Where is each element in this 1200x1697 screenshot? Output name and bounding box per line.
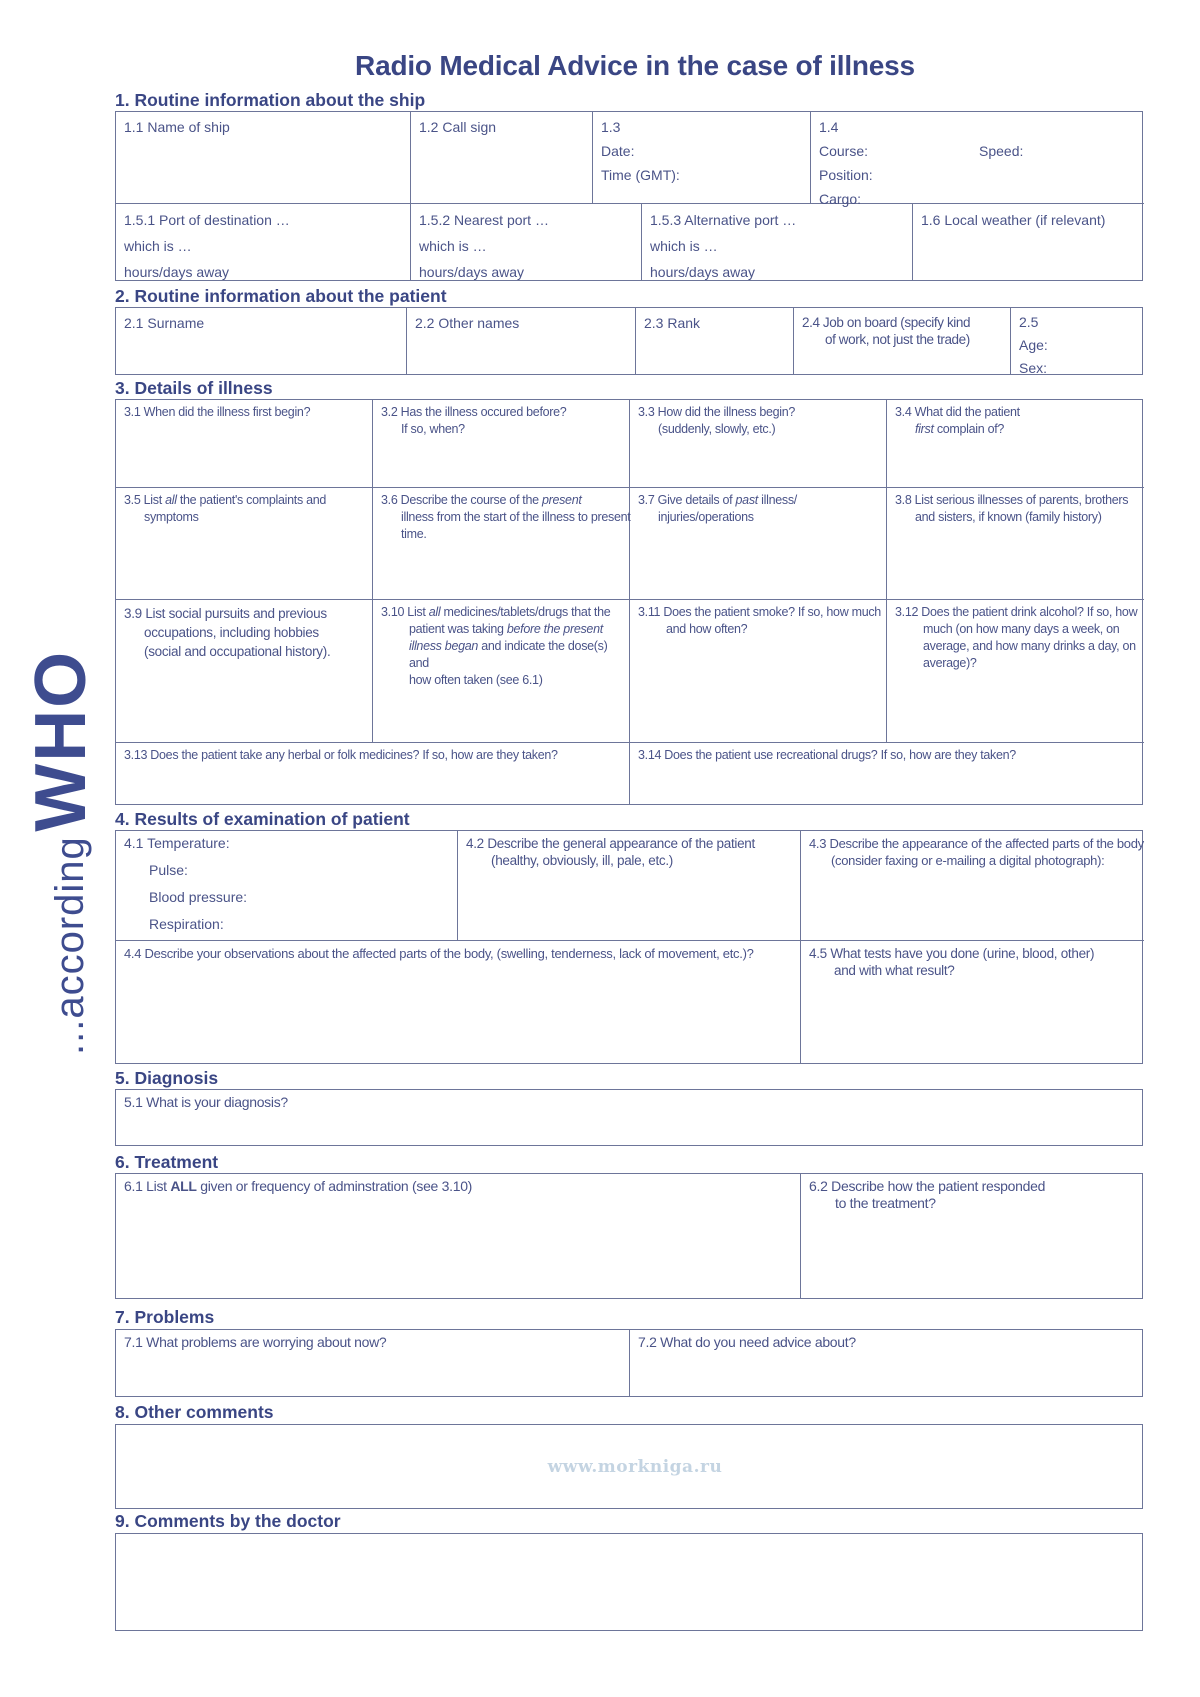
field-how-illness-began[interactable] bbox=[630, 400, 887, 488]
field-job-on-board[interactable] bbox=[794, 308, 1011, 374]
label-line: 2.4 Job on board (specify kind bbox=[802, 315, 971, 330]
label-line: occupations, including hobbies bbox=[144, 625, 319, 640]
section-4-box bbox=[115, 830, 1143, 1064]
label-rank: 2.3 Rank bbox=[644, 315, 701, 331]
label-line: the patient's complaints and bbox=[176, 493, 327, 507]
label-5-1: 5.1 What is your diagnosis? bbox=[124, 1094, 288, 1110]
label-line: 4.2 Describe the general appearance of the patient bbox=[466, 836, 755, 851]
label-date: Date: bbox=[601, 143, 635, 159]
label-line: (suddenly, slowly, etc.) bbox=[658, 422, 776, 436]
label-emphasis: ALL bbox=[170, 1178, 197, 1194]
label-sex: Sex: bbox=[1019, 360, 1048, 376]
label-3-7 bbox=[638, 492, 797, 526]
label-age: Age: bbox=[1019, 337, 1048, 353]
label-line: patient was taking bbox=[409, 622, 507, 636]
side-label bbox=[20, 650, 102, 1055]
field-smoking[interactable] bbox=[630, 600, 887, 743]
label-line: 3.5 List bbox=[124, 493, 166, 507]
field-nearest-port[interactable] bbox=[411, 204, 642, 281]
label-3-11 bbox=[638, 604, 881, 638]
section-4-heading: 4. Results of examination of patient bbox=[115, 809, 410, 829]
label-3-12 bbox=[895, 604, 1137, 672]
label-line: average, and how many drinks a day, on bbox=[923, 639, 1136, 653]
field-date-time[interactable] bbox=[593, 112, 811, 204]
label-line: which is … bbox=[419, 238, 487, 254]
label-line: 4.3 Describe the appearance of the affected parts of the body bbox=[809, 836, 1144, 851]
course-speed-row bbox=[819, 139, 1129, 163]
label-line: 3.9 List social pursuits and previous bbox=[124, 606, 327, 621]
section-1-box bbox=[115, 111, 1143, 281]
section-7-heading: 7. Problems bbox=[115, 1307, 215, 1327]
label-pulse: Pulse: bbox=[149, 862, 188, 878]
section-2-heading: 2. Routine information about the patient bbox=[115, 286, 447, 306]
label-other-names: 2.2 Other names bbox=[415, 315, 520, 331]
label-line: (consider faxing or e-mailing a digital photograph): bbox=[831, 853, 1105, 868]
field-social-history[interactable] bbox=[116, 600, 373, 743]
field-past-illness[interactable] bbox=[630, 488, 887, 600]
label-3-6 bbox=[381, 492, 631, 543]
label-4-4: 4.4 Describe your observations about the affected parts of the body, (swelling, tenderness, lack of movement, etc.)? bbox=[124, 946, 754, 961]
label-job-on-board bbox=[802, 314, 970, 348]
field-course-position[interactable] bbox=[811, 112, 1144, 207]
label-4-3 bbox=[809, 835, 1144, 869]
field-first-complaint[interactable] bbox=[887, 400, 1144, 488]
label-age-sex bbox=[1019, 311, 1048, 380]
label-course-position bbox=[819, 115, 1129, 211]
label-line: which is … bbox=[124, 238, 192, 254]
label-7-1: 7.1 What problems are worrying about now? bbox=[124, 1334, 387, 1350]
field-course-of-illness[interactable] bbox=[373, 488, 630, 600]
label-line: 3.12 Does the patient drink alcohol? If so, how bbox=[895, 605, 1138, 619]
watermark: www.morkniga.ru bbox=[547, 1457, 723, 1477]
label-3-9 bbox=[124, 604, 330, 661]
field-herbal-medicines[interactable] bbox=[116, 743, 630, 804]
label-emphasis: all bbox=[165, 493, 177, 507]
label-position: Position: bbox=[819, 167, 873, 183]
field-surname[interactable] bbox=[116, 308, 407, 374]
section-5-heading: 5. Diagnosis bbox=[115, 1068, 219, 1088]
form-title: Radio Medical Advice in the case of illness bbox=[355, 50, 915, 81]
label-emphasis: first bbox=[915, 422, 934, 436]
label-3-5 bbox=[124, 492, 326, 526]
field-age-sex[interactable] bbox=[1011, 308, 1144, 374]
field-medicines-before[interactable] bbox=[373, 600, 630, 743]
field-advice-needed[interactable] bbox=[630, 1330, 1144, 1396]
label-line: hours/days away bbox=[419, 264, 525, 280]
label-3-1 bbox=[124, 404, 310, 421]
section-8-heading: 8. Other comments bbox=[115, 1402, 274, 1422]
field-other-names[interactable] bbox=[407, 308, 636, 374]
field-recreational-drugs[interactable] bbox=[630, 743, 1144, 804]
section-3-box bbox=[115, 399, 1143, 805]
label-line: 3.1 When did the illness first begin? bbox=[124, 405, 311, 419]
label-line: injuries/operations bbox=[658, 510, 754, 524]
label-call-sign: 1.2 Call sign bbox=[419, 119, 497, 135]
label-line: which is … bbox=[650, 238, 718, 254]
label-surname: 2.1 Surname bbox=[124, 315, 205, 331]
label-line: 1.5.1 Port of destination … bbox=[124, 212, 290, 228]
field-rank[interactable] bbox=[636, 308, 794, 374]
label-line: given or frequency of adminstration (see 3.10) bbox=[196, 1178, 473, 1194]
field-worrying-problems[interactable] bbox=[116, 1330, 630, 1396]
field-observations[interactable] bbox=[116, 941, 801, 1063]
label-4-2 bbox=[466, 835, 755, 869]
field-tests-done[interactable] bbox=[801, 941, 1144, 1063]
section-9-heading: 9. Comments by the doctor bbox=[115, 1511, 341, 1531]
field-treatment-given[interactable] bbox=[116, 1174, 801, 1298]
label-time-gmt: Time (GMT): bbox=[601, 167, 680, 183]
label-line: hours/days away bbox=[650, 264, 756, 280]
label-line: (healthy, obviously, ill, pale, etc.) bbox=[491, 853, 673, 868]
label-6-2 bbox=[809, 1178, 1045, 1212]
label-nearest-port bbox=[419, 207, 549, 285]
label-line: and with what result? bbox=[834, 963, 955, 978]
label-3-10 bbox=[381, 604, 629, 689]
field-general-appearance[interactable] bbox=[458, 831, 801, 941]
label-line: 3.3 How did the illness begin? bbox=[638, 405, 796, 419]
label-local-weather: 1.6 Local weather (if relevant) bbox=[921, 212, 1106, 228]
label-line: 6.2 Describe how the patient responded bbox=[809, 1178, 1046, 1194]
label-emphasis: past bbox=[735, 493, 758, 507]
field-treatment-response[interactable] bbox=[801, 1174, 1144, 1298]
label-emphasis: illness began bbox=[409, 639, 479, 653]
label-line: to the treatment? bbox=[835, 1195, 936, 1211]
section-2-box bbox=[115, 307, 1143, 375]
label-line: illness/ bbox=[757, 493, 797, 507]
section-6-heading: 6. Treatment bbox=[115, 1152, 219, 1172]
label-1-3: 1.3 bbox=[601, 119, 621, 135]
label-line: 3.7 Give details of bbox=[638, 493, 736, 507]
label-line: and how often? bbox=[666, 622, 748, 636]
label-line: symptoms bbox=[144, 510, 199, 524]
label-line: hours/days away bbox=[124, 264, 230, 280]
label-2-5: 2.5 bbox=[1019, 314, 1039, 330]
label-line: 3.8 List serious illnesses of parents, brothers bbox=[895, 493, 1129, 507]
who-logo-text: WHO bbox=[21, 649, 101, 832]
label-date-time bbox=[601, 115, 680, 187]
label-line: average)? bbox=[923, 656, 977, 670]
label-3-14: 3.14 Does the patient use recreational drugs? If so, how are they taken? bbox=[638, 748, 1016, 762]
field-illness-first-begin[interactable] bbox=[116, 400, 373, 488]
field-diagnosis[interactable] bbox=[115, 1089, 1143, 1146]
label-line: 3.4 What did the patient bbox=[895, 405, 1020, 419]
section-7-box bbox=[115, 1329, 1143, 1397]
label-emphasis: before the present bbox=[506, 622, 603, 636]
label-line: time. bbox=[401, 527, 427, 541]
label-respiration: Respiration: bbox=[149, 916, 224, 932]
label-line: 3.11 Does the patient smoke? If so, how much bbox=[638, 605, 881, 619]
label-line: medicines/tablets/drugs that the bbox=[440, 605, 611, 619]
label-line: (social and occupational history). bbox=[144, 644, 331, 659]
field-call-sign[interactable] bbox=[411, 112, 593, 204]
section-6-box bbox=[115, 1173, 1143, 1299]
label-line: how often taken (see 6.1) bbox=[409, 673, 543, 687]
label-3-2 bbox=[381, 404, 566, 438]
field-alternative-port[interactable] bbox=[642, 204, 913, 281]
label-line: 4.5 What tests have you done (urine, blood, other) bbox=[809, 946, 1095, 961]
label-line: and sisters, if known (family history) bbox=[915, 510, 1102, 524]
label-line: much (on how many days a week, on bbox=[923, 622, 1120, 636]
section-3-heading: 3. Details of illness bbox=[115, 378, 273, 398]
label-line: and indicate the dose(s) and bbox=[409, 639, 608, 670]
label-temperature: 4.1 Temperature: bbox=[124, 835, 230, 851]
label-line: 3.10 List bbox=[381, 605, 429, 619]
label-7-2: 7.2 What do you need advice about? bbox=[638, 1334, 856, 1350]
label-emphasis: all bbox=[428, 605, 441, 619]
label-4-1 bbox=[124, 830, 247, 938]
field-alcohol[interactable] bbox=[887, 600, 1144, 743]
section-1-heading: 1. Routine information about the ship bbox=[115, 90, 426, 110]
label-line: of work, not just the trade) bbox=[825, 332, 970, 347]
label-line: 3.2 Has the illness occured before? bbox=[381, 405, 567, 419]
field-family-history[interactable] bbox=[887, 488, 1144, 600]
field-affected-parts-appearance[interactable] bbox=[801, 831, 1144, 941]
label-1-4: 1.4 bbox=[819, 119, 839, 135]
label-cargo: Cargo: bbox=[819, 191, 862, 207]
label-3-13: 3.13 Does the patient take any herbal or folk medicines? If so, how are they taken? bbox=[124, 748, 558, 762]
label-line: complain of? bbox=[933, 422, 1005, 436]
label-line: 6.1 List bbox=[124, 1178, 171, 1194]
side-label-prefix: ...according bbox=[48, 836, 92, 1055]
label-port-of-destination bbox=[124, 207, 290, 285]
label-course: Course: bbox=[819, 143, 869, 159]
label-3-8 bbox=[895, 492, 1128, 526]
field-local-weather[interactable] bbox=[913, 204, 1144, 281]
field-illness-occured-before[interactable] bbox=[373, 400, 630, 488]
field-name-of-ship[interactable] bbox=[116, 112, 411, 204]
label-blood-pressure: Blood pressure: bbox=[149, 889, 248, 905]
field-complaints-symptoms[interactable] bbox=[116, 488, 373, 600]
label-line: 1.5.3 Alternative port … bbox=[650, 212, 797, 228]
field-vital-signs[interactable] bbox=[116, 831, 458, 941]
label-alternative-port bbox=[650, 207, 796, 285]
label-6-1 bbox=[124, 1178, 472, 1195]
label-line: If so, when? bbox=[401, 422, 465, 436]
label-4-5 bbox=[809, 945, 1094, 979]
label-speed: Speed: bbox=[979, 143, 1024, 159]
label-emphasis: present bbox=[541, 493, 582, 507]
field-port-of-destination[interactable] bbox=[116, 204, 411, 281]
label-name-of-ship: 1.1 Name of ship bbox=[124, 119, 230, 135]
label-line: 1.5.2 Nearest port … bbox=[419, 212, 549, 228]
label-3-4 bbox=[895, 404, 1020, 438]
label-3-3 bbox=[638, 404, 795, 438]
field-doctor-comments[interactable] bbox=[115, 1533, 1143, 1631]
label-line: illness from the start of the illness to present bbox=[401, 510, 631, 524]
label-line: 3.6 Describe the course of the bbox=[381, 493, 542, 507]
